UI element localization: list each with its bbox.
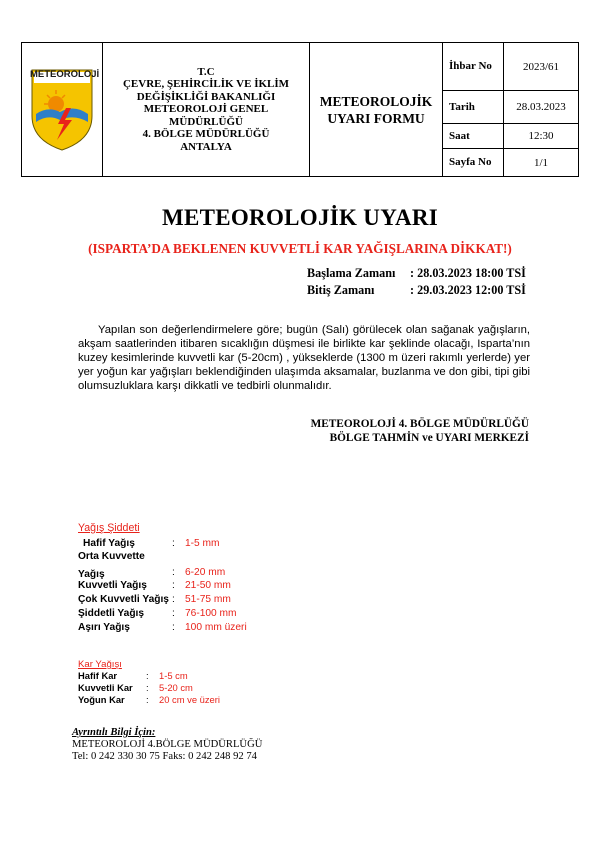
rain-heading-text: Yağış Şiddeti [78,522,140,534]
org-line: ÇEVRE, ŞEHİRCİLİK VE İKLİM [122,78,290,91]
rain-sep: : [172,622,175,633]
rain-level-value-text: 100 mm üzeri [185,622,247,633]
rain-sep: : [172,567,175,578]
meta-label-tarih: Tarih [443,91,504,124]
logo-shield-icon [30,68,100,152]
org-line: METEOROLOJİ GENEL [143,103,269,116]
signature-line-2: BÖLGE TAHMİN ve UYARI MERKEZİ [329,432,529,444]
rain-level-name-text: Aşırı Yağış [78,622,130,633]
rain-level-value-text: 1-5 mm [185,538,220,549]
org-line: T.C [197,65,215,78]
snow-level-value-text: 1-5 cm [159,670,188,681]
rain-level-name-text: Orta Kuvvette Yağış [78,551,145,580]
snow-level-name [78,690,125,708]
snow-level-value [159,690,220,708]
snow-level-name-text: Hafif Kar [78,670,118,681]
meta-label-ihbar: İhbar No [443,43,504,91]
end-time-label: Bitiş Zamanı [307,283,375,297]
meta-value-tarih: 28.03.2023 [504,91,579,124]
header-table [21,42,579,177]
warning-title: METEOROLOJİK UYARI [161,205,439,230]
warning-body-text: Yapılan son değerlendirmelere göre; bugün (Salı) görülecek olan sağanak yağışların, akşam saatlerinden itibaren sıcaklığın düşmesi ile birlikte kar şeklinde olacağı, Isparta’nın kuzey kesimlerinde kuvvetli kar (5-20cm) , yükseklerde (1300 m üzeri rakımlı yerlerde) yer yer yoğun kar yağışları beklendiğinden ulaşımda aksamalar, buzlanma ve don gibi, tipi gibi olumsuzluklara karşı dikkatli ve tedbirli olunmalıdır. [78,324,530,392]
snow-section [78,654,278,706]
org-line: DEĞİŞİKLİĞİ BAKANLIĞI [136,90,276,103]
organization-block [103,43,310,177]
rain-level-value-text: 21-50 mm [185,580,231,591]
snow-sep: : [146,670,149,681]
rain-level-name-text: Çok Kuvvetli Yağış [78,594,169,605]
form-title-line-1: METEOROLOJİK [319,93,433,109]
org-line: ANTALYA [180,140,232,153]
rain-level-name-text: Şiddetli Yağış [78,608,145,619]
logo-cell [22,43,103,177]
rain-level-value-text: 51-75 mm [185,594,231,605]
snow-sep: : [146,682,149,693]
end-time-row [307,283,526,298]
meteoroloji-logo [30,68,100,152]
start-time-value: : 28.03.2023 18:00 TSİ [410,266,526,280]
rain-sep: : [172,580,175,591]
org-line: MÜDÜRLÜĞÜ [169,115,243,128]
rain-level-value-text: 6-20 mm [185,567,226,578]
snow-level-value-text: 20 cm ve üzeri [159,694,220,705]
form-title [310,43,443,177]
rain-level-name [78,617,130,635]
rain-sep: : [172,608,175,619]
meta-value-ihbar: 2023/61 [504,43,579,91]
meta-label-sayfa: Sayfa No [443,149,504,177]
warning-subtitle: (ISPARTA’DA BEKLENEN KUVVETLİ KAR YAĞIŞLARINA DİKKAT!) [88,241,512,256]
contact-org: METEOROLOJİ 4.BÖLGE MÜDÜRLÜĞÜ [72,739,263,750]
end-time-value: : 29.03.2023 12:00 TSİ [410,283,526,297]
contact-heading: Ayrıntılı Bilgi İçin: [72,727,156,738]
start-time-row [307,266,526,281]
rain-sep: : [172,594,175,605]
snow-level-name-text: Yoğun Kar [78,694,125,705]
snow-level-value-text: 5-20 cm [159,682,193,693]
rain-sep: : [172,538,175,549]
form-title-line-2: UYARI FORMU [327,110,425,126]
rain-level-name-text: Hafif Yağış [83,538,135,549]
contact-phone: Tel: 0 242 330 30 75 Faks: 0 242 248 92 74 [72,751,257,762]
rain-level-value-text: 76-100 mm [185,608,237,619]
snow-sep: : [146,694,149,705]
logo-text: METEOROLOJİ [30,68,100,80]
rain-level-value [185,617,247,635]
rain-level-name-text: Kuvvetli Yağış [78,580,147,591]
rain-intensity-section [78,518,338,633]
snow-level-name-text: Kuvvetli Kar [78,682,133,693]
meta-value-sayfa: 1/1 [504,149,579,177]
meta-label-saat: Saat [443,124,504,149]
snow-heading-text: Kar Yağışı [78,659,122,670]
start-time-label: Başlama Zamanı [307,266,396,280]
signature-line-1: METEOROLOJİ 4. BÖLGE MÜDÜRLÜĞÜ [310,418,529,430]
warning-body [78,323,530,393]
meta-value-saat: 12:30 [504,124,579,149]
rain-level-value [185,533,220,551]
org-line: 4. BÖLGE MÜDÜRLÜĞÜ [142,128,270,141]
